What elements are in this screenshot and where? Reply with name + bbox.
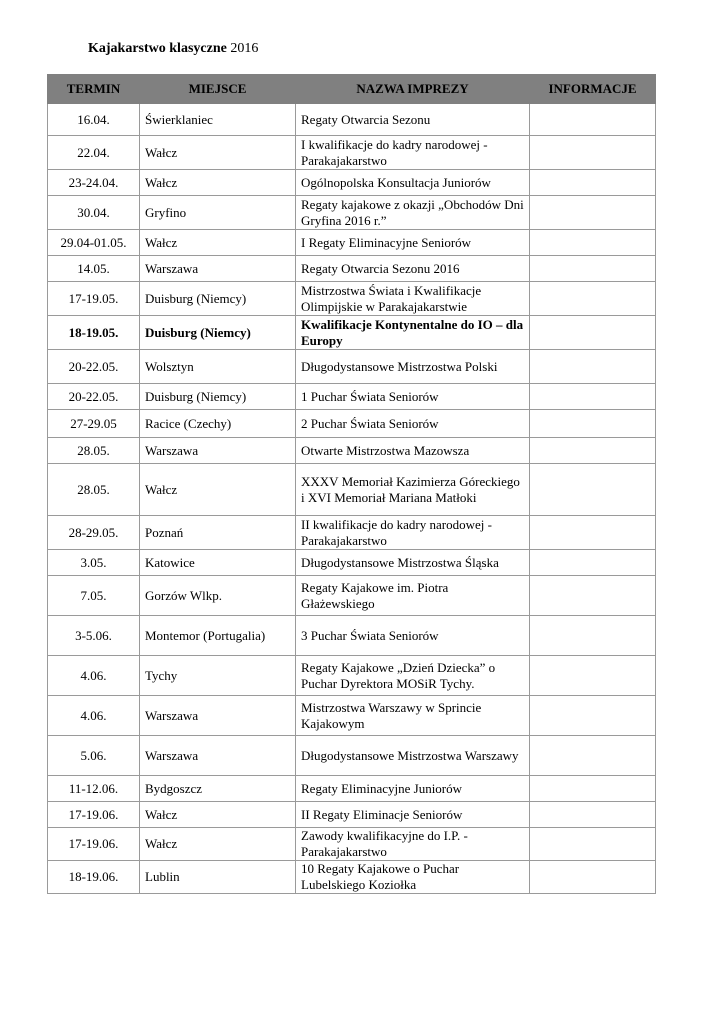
events-table: [47, 74, 656, 894]
event-cell: Regaty Kajakowe im. Piotra Głażewskiego: [296, 576, 530, 616]
event-cell: Mistrzostwa Warszawy w Sprincie Kajakowym: [296, 696, 530, 736]
event-cell: Regaty Eliminacyjne Juniorów: [296, 776, 530, 802]
event-cell: 10 Regaty Kajakowe o Puchar Lubelskiego Koziołka: [296, 861, 530, 894]
event-cell: Kwalifikacje Kontynentalne do IO – dla Europy: [296, 316, 530, 350]
info-cell: [530, 576, 656, 616]
date-cell: 29.04-01.05.: [48, 230, 140, 256]
place-cell: Gryfino: [140, 196, 296, 230]
date-cell: 11-12.06.: [48, 776, 140, 802]
place-cell: Katowice: [140, 550, 296, 576]
event-cell: I Regaty Eliminacyjne Seniorów: [296, 230, 530, 256]
info-cell: [530, 656, 656, 696]
date-cell: 17-19.05.: [48, 282, 140, 316]
place-cell: Wałcz: [140, 136, 296, 170]
info-cell: [530, 802, 656, 828]
event-cell: Długodystansowe Mistrzostwa Polski: [296, 350, 530, 384]
date-cell: 28.05.: [48, 464, 140, 516]
date-cell: 16.04.: [48, 104, 140, 136]
table-row: [48, 464, 656, 516]
place-cell: Tychy: [140, 656, 296, 696]
table-header-row: [48, 75, 656, 104]
event-cell: Regaty Kajakowe „Dzień Dziecka” o Puchar Dyrektora MOSiR Tychy.: [296, 656, 530, 696]
date-cell: 23-24.04.: [48, 170, 140, 196]
place-cell: Warszawa: [140, 696, 296, 736]
info-cell: [530, 170, 656, 196]
info-cell: [530, 464, 656, 516]
date-cell: 30.04.: [48, 196, 140, 230]
date-cell: 18-19.05.: [48, 316, 140, 350]
place-cell: Lublin: [140, 861, 296, 894]
info-cell: [530, 104, 656, 136]
event-cell: II Regaty Eliminacje Seniorów: [296, 802, 530, 828]
place-cell: Gorzów Wlkp.: [140, 576, 296, 616]
info-cell: [530, 696, 656, 736]
event-cell: XXXV Memoriał Kazimierza Góreckiego i XVI Memoriał Mariana Matłoki: [296, 464, 530, 516]
date-cell: 3-5.06.: [48, 616, 140, 656]
header-termin: TERMIN: [48, 75, 140, 104]
info-cell: [530, 316, 656, 350]
event-cell: 2 Puchar Świata Seniorów: [296, 410, 530, 438]
document-title: [88, 40, 258, 58]
place-cell: Świerklaniec: [140, 104, 296, 136]
table-row: [48, 576, 656, 616]
date-cell: 3.05.: [48, 550, 140, 576]
document-title-year: 2016: [226, 41, 259, 56]
date-cell: 17-19.06.: [48, 802, 140, 828]
event-cell: 1 Puchar Świata Seniorów: [296, 384, 530, 410]
date-cell: 22.04.: [48, 136, 140, 170]
info-cell: [530, 384, 656, 410]
info-cell: [530, 350, 656, 384]
place-cell: Wałcz: [140, 170, 296, 196]
table-row: [48, 516, 656, 550]
table-row: [48, 230, 656, 256]
table-row: [48, 776, 656, 802]
table-row: [48, 282, 656, 316]
event-cell: Mistrzostwa Świata i Kwalifikacje Olimpijskie w Parakajakarstwie: [296, 282, 530, 316]
table-row: [48, 104, 656, 136]
date-cell: 4.06.: [48, 696, 140, 736]
table-row: [48, 802, 656, 828]
table-row: [48, 136, 656, 170]
place-cell: Warszawa: [140, 736, 296, 776]
table-row: [48, 410, 656, 438]
header-miejsce: MIEJSCE: [140, 75, 296, 104]
info-cell: [530, 196, 656, 230]
table-row: [48, 656, 656, 696]
event-cell: Zawody kwalifikacyjne do I.P. - Parakajakarstwo: [296, 828, 530, 861]
table-row: [48, 861, 656, 894]
event-cell: II kwalifikacje do kadry narodowej - Parakajakarstwo: [296, 516, 530, 550]
table-row: [48, 550, 656, 576]
date-cell: 28-29.05.: [48, 516, 140, 550]
info-cell: [530, 861, 656, 894]
table-row: [48, 616, 656, 656]
place-cell: Poznań: [140, 516, 296, 550]
date-cell: 28.05.: [48, 438, 140, 464]
table-row: [48, 696, 656, 736]
date-cell: 27-29.05: [48, 410, 140, 438]
event-cell: Długodystansowe Mistrzostwa Warszawy: [296, 736, 530, 776]
header-nazwa-imprezy: NAZWA IMPREZY: [296, 75, 530, 104]
place-cell: Duisburg (Niemcy): [140, 316, 296, 350]
table-row: [48, 316, 656, 350]
date-cell: 5.06.: [48, 736, 140, 776]
event-cell: Otwarte Mistrzostwa Mazowsza: [296, 438, 530, 464]
info-cell: [530, 550, 656, 576]
event-cell: Długodystansowe Mistrzostwa Śląska: [296, 550, 530, 576]
event-cell: Regaty Otwarcia Sezonu 2016: [296, 256, 530, 282]
info-cell: [530, 230, 656, 256]
event-cell: Regaty kajakowe z okazji „Obchodów Dni Gryfina 2016 r.”: [296, 196, 530, 230]
table-row: [48, 256, 656, 282]
event-cell: 3 Puchar Świata Seniorów: [296, 616, 530, 656]
info-cell: [530, 516, 656, 550]
place-cell: Warszawa: [140, 256, 296, 282]
place-cell: Wałcz: [140, 464, 296, 516]
place-cell: Wałcz: [140, 828, 296, 861]
date-cell: 4.06.: [48, 656, 140, 696]
date-cell: 18-19.06.: [48, 861, 140, 894]
table-row: [48, 736, 656, 776]
place-cell: Wolsztyn: [140, 350, 296, 384]
table-row: [48, 350, 656, 384]
date-cell: 17-19.06.: [48, 828, 140, 861]
event-cell: I kwalifikacje do kadry narodowej - Parakajakarstwo: [296, 136, 530, 170]
place-cell: Duisburg (Niemcy): [140, 384, 296, 410]
table-row: [48, 438, 656, 464]
table-row: [48, 170, 656, 196]
date-cell: 14.05.: [48, 256, 140, 282]
table-row: [48, 384, 656, 410]
place-cell: Racice (Czechy): [140, 410, 296, 438]
place-cell: Montemor (Portugalia): [140, 616, 296, 656]
info-cell: [530, 438, 656, 464]
info-cell: [530, 616, 656, 656]
info-cell: [530, 736, 656, 776]
info-cell: [530, 776, 656, 802]
place-cell: Warszawa: [140, 438, 296, 464]
date-cell: 7.05.: [48, 576, 140, 616]
place-cell: Wałcz: [140, 230, 296, 256]
document-title-name: Kajakarstwo klasyczne: [88, 41, 227, 56]
date-cell: 20-22.05.: [48, 384, 140, 410]
place-cell: Wałcz: [140, 802, 296, 828]
event-cell: Ogólnopolska Konsultacja Juniorów: [296, 170, 530, 196]
place-cell: Duisburg (Niemcy): [140, 282, 296, 316]
info-cell: [530, 282, 656, 316]
info-cell: [530, 828, 656, 861]
table-row: [48, 828, 656, 861]
event-cell: Regaty Otwarcia Sezonu: [296, 104, 530, 136]
info-cell: [530, 136, 656, 170]
place-cell: Bydgoszcz: [140, 776, 296, 802]
info-cell: [530, 410, 656, 438]
header-informacje: INFORMACJE: [530, 75, 656, 104]
table-row: [48, 196, 656, 230]
date-cell: 20-22.05.: [48, 350, 140, 384]
info-cell: [530, 256, 656, 282]
